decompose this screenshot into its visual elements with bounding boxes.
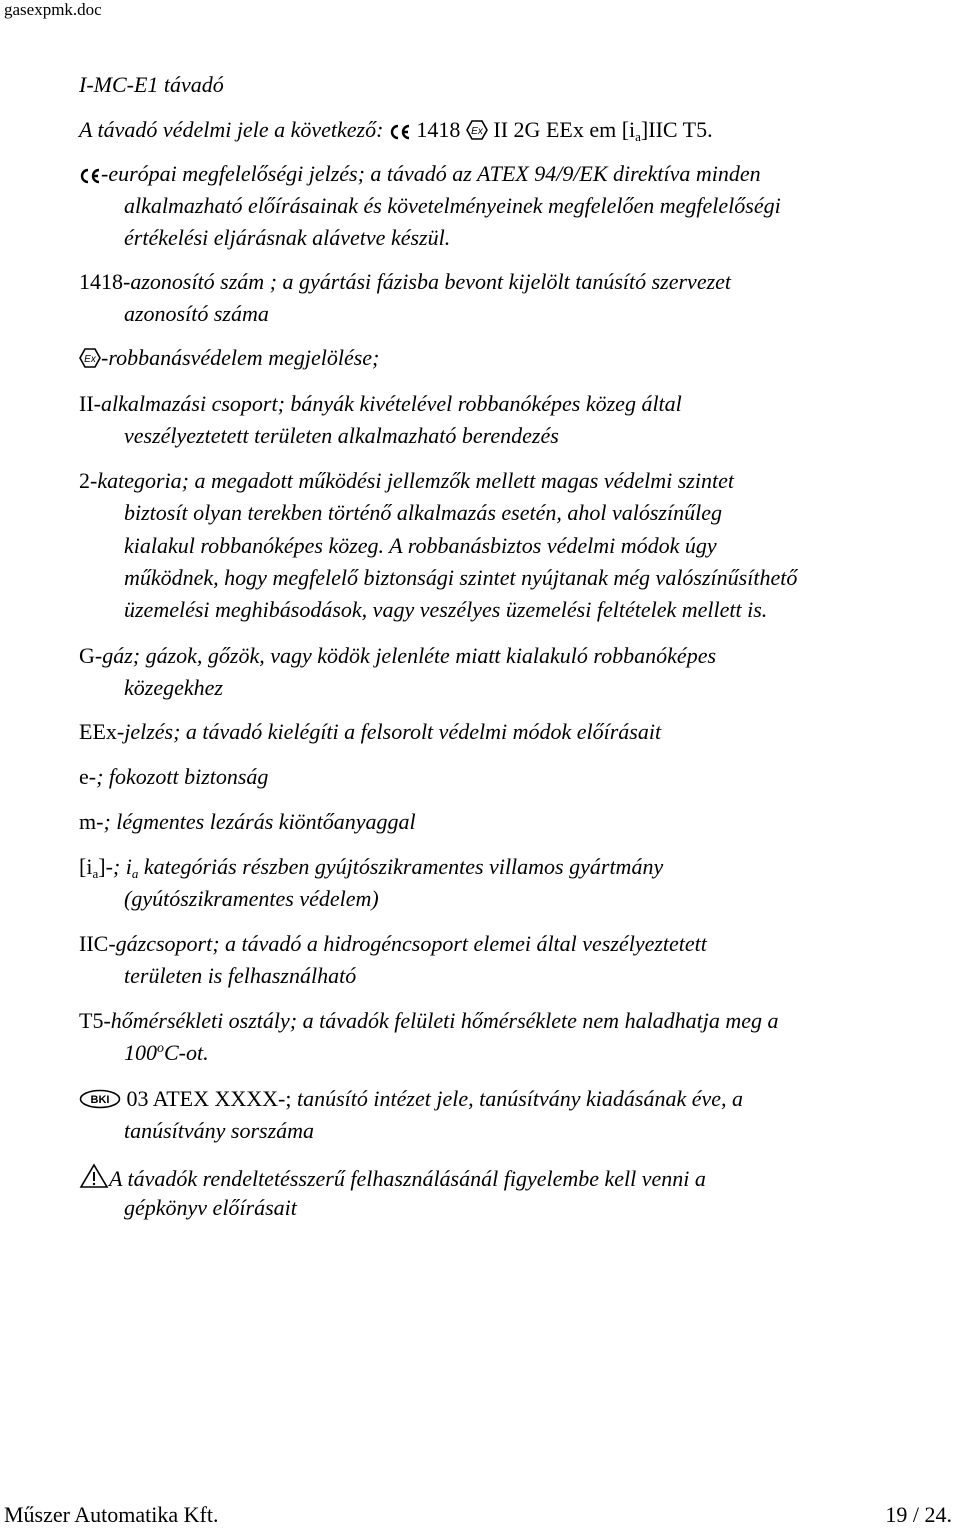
t5-line-2: 100$^o$C-ot. [124, 1040, 209, 1065]
category-line-4: működnek, hogy megfelelő biztonsági szintet nyújtanak még valószínűsíthető [124, 565, 798, 590]
ex-hexagon-icon [79, 348, 101, 374]
marking-line [79, 117, 713, 146]
ex-mark-line: Ex -robbanásvédelem megjelölése; [79, 345, 379, 374]
svg-text:BKI: BKI [90, 1094, 110, 1106]
eex-line: EEx-jelzés; a távadó kielégíti a felsorolt védelmi módok előírásait [79, 719, 662, 744]
bki-logo-icon [79, 1089, 121, 1115]
gas-line-1: G-gáz; gázok, gőzök, vagy ködök jelenléte miatt kialakuló robbanóképes [79, 643, 717, 668]
warning-line-2: gépkönyv előírásait [124, 1195, 297, 1220]
ce-line-3: értékelési eljárásnak alávetve készül. [124, 225, 451, 250]
ce-mark-icon [389, 120, 411, 146]
group-ii-line-1: II-alkalmazási csoport; bányák kivételével robbanóképes közeg által [79, 391, 682, 416]
svg-text:Ex: Ex [84, 354, 96, 365]
bki-line-2: tanúsítvány sorszáma [124, 1118, 315, 1143]
footer-company: Műszer Automatika Kft. [4, 1502, 219, 1527]
svg-text:Ex: Ex [471, 126, 483, 137]
category-line-5: üzemelési meghibásodások, vagy veszélyes üzemelési feltételek mellett is. [124, 597, 768, 622]
warning-triangle-icon [79, 1163, 109, 1195]
category-line-2: biztosít olyan terekben történő alkalmazás esetén, ahol valószínűleg [124, 500, 722, 525]
ia-mode-line-1: $[i_a]-$; $i_a$ kategóriás részben gyújtószikramentes villamos gyártmány [79, 854, 664, 881]
gas-line-2: közegekhez [124, 675, 223, 700]
category-line-1: 2-kategoria; a megadott működési jellemzők mellett magas védelmi szintet [79, 468, 734, 493]
m-mode-line: m-; légmentes lezárás kiöntőanyaggal [79, 809, 416, 834]
document-title: I-MC-E1 távadó [79, 72, 224, 97]
id-number-line-2: azonosító száma [124, 301, 269, 326]
marking-number: 1418 [416, 117, 461, 142]
ce-line-1: -európai megfelelőségi jelzés; a távadó az ATEX 94/9/EK direktíva minden [79, 161, 761, 190]
marking-code: II 2G EEx em $[i_a]IIC$ T5. [493, 117, 713, 144]
t5-line-1: T5-hőmérsékleti osztály; a távadók felületi hőmérséklete nem haladhatja meg a [79, 1008, 779, 1033]
footer-page-number: 19 / 24. [885, 1502, 952, 1527]
group-ii-line-2: veszélyeztetett területen alkalmazható berendezés [124, 423, 559, 448]
document-filename: gasexpmk.doc [4, 0, 102, 19]
bki-line-1: BKI 03 ATEX XXXX-; tanúsító intézet jele, tanúsítvány kiadásának éve, a [79, 1086, 743, 1115]
warning-line-1: A távadók rendeltetésszerű felhasználásánál figyelembe kell venni a [79, 1163, 706, 1195]
category-line-3: kialakul robbanóképes közeg. A robbanásbiztos védelmi módok úgy [124, 533, 717, 558]
id-number-line-1: 1418-azonosító szám ; a gyártási fázisba bevont kijelölt tanúsító szervezet [79, 269, 732, 294]
e-mode-line: e-; fokozott biztonság [79, 764, 269, 789]
ia-mode-line-2: (gyútószikramentes védelem) [124, 886, 379, 911]
marking-prefix: A távadó védelmi jele a következő: [79, 117, 384, 142]
iic-line-1: IIC-gázcsoport; a távadó a hidrogéncsoport elemei által veszélyeztetett [79, 931, 707, 956]
iic-line-2: területen is felhasználható [124, 963, 357, 988]
ce-mark-icon [79, 164, 101, 190]
ex-hexagon-icon [466, 120, 488, 146]
ce-line-2: alkalmazható előírásainak és követelményeinek megfelelően megfelelőségi [124, 193, 781, 218]
